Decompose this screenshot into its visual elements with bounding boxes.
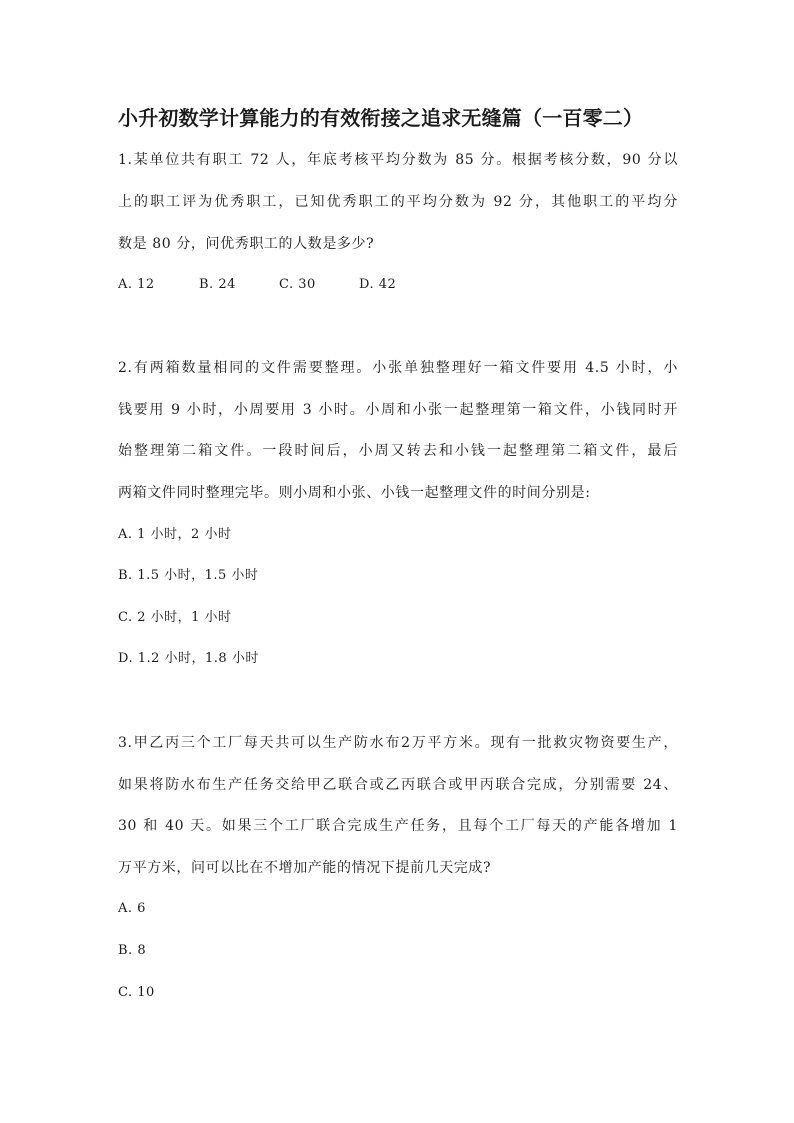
question-2-option-a: A. 1 小时，2 小时 xyxy=(118,527,232,542)
question-3-line-2: 如果将防水布生产任务交给甲乙联合或乙丙联合或甲丙联合完成，分别需要 24、 xyxy=(118,777,678,793)
question-3-option-c: C. 10 xyxy=(118,985,155,1000)
question-1-option-c: C. 30 xyxy=(279,277,316,292)
question-2-option-d: D. 1.2 小时，1.8 小时 xyxy=(118,651,259,666)
question-1-option-a: A. 12 xyxy=(118,277,155,292)
question-2-line-2: 钱要用 9 小时，小周要用 3 小时。小周和小张一起整理第一箱文件，小钱同时开 xyxy=(118,402,678,418)
question-3-option-b: B. 8 xyxy=(118,943,147,958)
question-2-line-1: 2.有两箱数量相同的文件需要整理。小张单独整理好一箱文件要用 4.5 小时，小 xyxy=(118,360,678,376)
question-3-option-a: A. 6 xyxy=(118,901,146,916)
question-2-line-3: 始整理第二箱文件。一段时间后，小周又转去和小钱一起整理第二箱文件，最后 xyxy=(118,443,678,459)
question-3-line-1: 3.甲乙丙三个工厂每天共可以生产防水布2万平方米。现有一批救灾物资要生产， xyxy=(118,735,678,751)
question-2-line-4: 两箱文件同时整理完毕。则小周和小张、小钱一起整理文件的时间分别是: xyxy=(118,485,591,501)
question-1-line-1: 1.某单位共有职工 72 人，年底考核平均分数为 85 分。根据考核分数，90 分以 xyxy=(118,152,678,168)
question-3-line-3: 30 和 40 天。如果三个工厂联合完成生产任务，且每个工厂每天的产能各增加 1 xyxy=(118,818,678,834)
page-title: 小升初数学计算能力的有效衔接之追求无缝篇（一百零二） xyxy=(118,106,644,130)
question-1-option-d: D. 42 xyxy=(359,277,397,292)
question-1-line-2: 上的职工评为优秀职工，已知优秀职工的平均分数为 92 分，其他职工的平均分 xyxy=(118,194,678,210)
question-2-option-b: B. 1.5 小时，1.5 小时 xyxy=(118,568,259,583)
question-3-line-4: 万平方米，问可以比在不增加产能的情况下提前几天完成? xyxy=(118,860,492,876)
question-1-line-3: 数是 80 分，问优秀职工的人数是多少? xyxy=(118,236,375,252)
question-1-option-b: B. 24 xyxy=(199,277,236,292)
question-2-option-c: C. 2 小时，1 小时 xyxy=(118,610,232,625)
